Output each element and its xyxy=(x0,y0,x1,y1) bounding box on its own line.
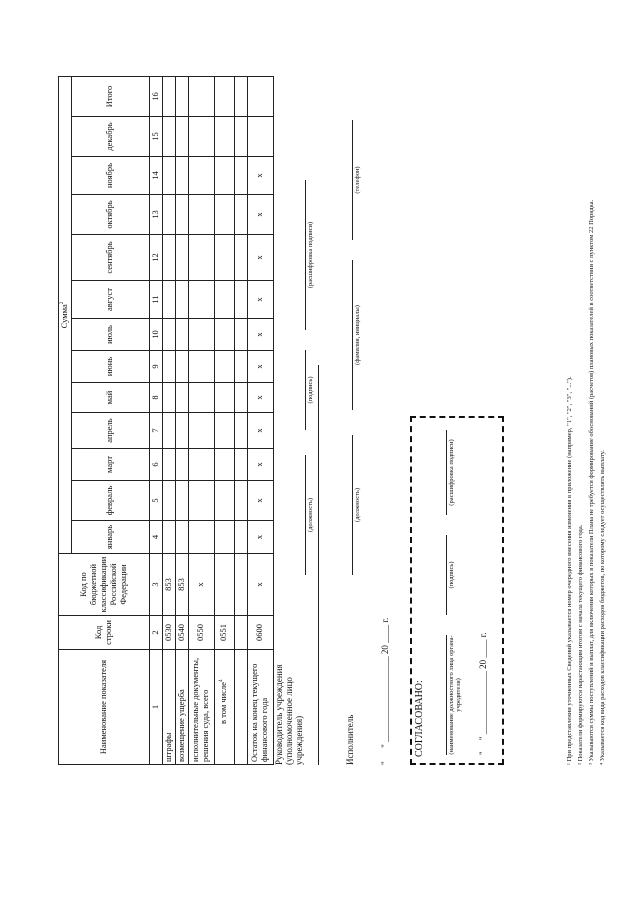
agreed-signature-line xyxy=(446,535,447,615)
row-cell: x xyxy=(247,449,273,481)
row-bkk: 853 xyxy=(162,554,175,616)
month-5: май xyxy=(71,383,149,413)
month-6: июнь xyxy=(71,351,149,383)
row-cell xyxy=(175,195,188,235)
row-label: штрафы xyxy=(162,650,175,765)
row-bkk: 853 xyxy=(175,554,188,616)
row-cell xyxy=(162,195,175,235)
month-9: сентябрь xyxy=(71,235,149,281)
row-cell xyxy=(175,235,188,281)
signature-date: " " ___________________ 20 ____ г. xyxy=(380,617,390,765)
agreed-block xyxy=(410,416,504,765)
row-cell xyxy=(175,351,188,383)
row-label-note: 4 xyxy=(218,679,225,683)
col-num: 12 xyxy=(149,235,162,281)
row-cell xyxy=(175,521,188,554)
row-cell xyxy=(214,235,234,281)
row-cell xyxy=(175,319,188,351)
row-cell xyxy=(188,281,214,319)
row-cell: x xyxy=(247,235,273,281)
header-total: Итого xyxy=(71,77,149,117)
agreed-decode-line xyxy=(446,430,447,515)
row-cell xyxy=(175,157,188,195)
row-cell xyxy=(162,521,175,554)
agreed-date-quote-close: " xyxy=(478,736,488,741)
row-code xyxy=(234,616,247,650)
row-cell xyxy=(234,157,247,195)
column-number-row xyxy=(149,77,162,765)
row-label: возмещение ущерба xyxy=(175,650,188,765)
table-row xyxy=(234,77,247,765)
row-cell xyxy=(234,117,247,157)
row-cell xyxy=(234,77,247,117)
row-cell xyxy=(162,157,175,195)
head-signature-line xyxy=(305,350,306,430)
row-bkk: x xyxy=(188,554,214,616)
footnote-1: ¹ При представлении уточненных Сведений указывается номер очередного внесения изменения в приложение (например, "1", "2", "3", "..."). xyxy=(566,376,573,765)
month-2: февраль xyxy=(71,481,149,521)
row-cell xyxy=(175,449,188,481)
agreed-year-suffix: г. xyxy=(478,632,488,638)
row-cell: x xyxy=(247,481,273,521)
head-label: Руководитель учреждения (уполномоченное лицо учреждения) xyxy=(274,664,304,765)
row-cell xyxy=(175,383,188,413)
month-7: июль xyxy=(71,319,149,351)
header-name: Наименование показателя xyxy=(59,650,150,765)
row-cell xyxy=(162,481,175,521)
row-cell xyxy=(162,383,175,413)
row-cell xyxy=(214,319,234,351)
executor-label: Исполнитель xyxy=(345,714,355,765)
agreed-title: СОГЛАСОВАНО: xyxy=(414,680,425,757)
row-cell xyxy=(188,195,214,235)
executor-fio-caption: (фамилия, инициалы) xyxy=(354,305,361,365)
row-cell: x xyxy=(247,351,273,383)
col-num: 16 xyxy=(149,77,162,117)
row-cell xyxy=(162,319,175,351)
head-position-line xyxy=(305,455,306,575)
agreed-date-quote-open: " xyxy=(478,751,488,755)
row-cell xyxy=(162,117,175,157)
row-code: 0530 xyxy=(162,616,175,650)
table-row xyxy=(247,77,273,765)
col-num: 4 xyxy=(149,521,162,554)
row-cell xyxy=(214,195,234,235)
row-cell xyxy=(188,521,214,554)
row-label-text: в том числе xyxy=(218,682,229,724)
footnote-2: ² Показатели формируются нарастающим итогом с начала текущего финансового года. xyxy=(577,524,584,765)
row-label: Остаток на конец текущего финансового года xyxy=(247,650,273,765)
month-10: октябрь xyxy=(71,195,149,235)
row-cell xyxy=(188,383,214,413)
footnote-3: ³ Указываются суммы поступлений и выплат, для включения которых в показатели Плана не требуется формирование обоснований (расчетов) плановых показателей в соответствии с пунктом 22 Порядка. xyxy=(588,199,595,765)
row-cell xyxy=(234,319,247,351)
date-quote-open: " xyxy=(380,761,390,765)
row-cell xyxy=(234,235,247,281)
row-cell xyxy=(175,281,188,319)
row-cell: x xyxy=(247,195,273,235)
agreed-year-prefix: 20 xyxy=(478,659,488,669)
row-cell xyxy=(162,235,175,281)
row-cell xyxy=(234,413,247,449)
date-quote-close: " xyxy=(380,744,390,748)
row-cell: x xyxy=(247,413,273,449)
header-code: Код строки xyxy=(59,616,150,650)
row-cell xyxy=(188,77,214,117)
col-num: 15 xyxy=(149,117,162,157)
row-cell xyxy=(162,449,175,481)
row-cell xyxy=(188,117,214,157)
executor-position-caption: (должность) xyxy=(354,487,361,523)
row-cell xyxy=(247,77,273,117)
executor-phone-line xyxy=(352,120,353,240)
row-cell xyxy=(234,481,247,521)
row-cell xyxy=(214,77,234,117)
row-bkk: x xyxy=(247,554,273,616)
month-1: январь xyxy=(71,521,149,554)
header-bkk: Код по бюджетной классификации Российской Федерации xyxy=(59,554,150,616)
data-rows xyxy=(162,77,273,765)
row-cell: x xyxy=(247,383,273,413)
col-num: 1 xyxy=(149,650,162,765)
col-num: 13 xyxy=(149,195,162,235)
head-position-caption: (должность) xyxy=(307,497,314,533)
row-cell xyxy=(188,481,214,521)
row-cell xyxy=(214,413,234,449)
table-row xyxy=(162,77,175,765)
report-table xyxy=(58,76,274,765)
row-cell xyxy=(234,195,247,235)
row-cell xyxy=(162,413,175,449)
col-num: 9 xyxy=(149,351,162,383)
date-year-prefix: 20 xyxy=(380,645,390,655)
row-cell xyxy=(175,413,188,449)
month-11: ноябрь xyxy=(71,157,149,195)
head-decode-line xyxy=(305,180,306,330)
row-cell xyxy=(188,351,214,383)
col-num: 11 xyxy=(149,281,162,319)
month-3: март xyxy=(71,449,149,481)
col-num: 7 xyxy=(149,413,162,449)
agreed-date: " " ______________ 20 ____ г. xyxy=(478,632,488,755)
row-cell xyxy=(214,157,234,195)
row-cell xyxy=(214,521,234,554)
agreed-decode-caption: (расшифровка подписи) xyxy=(448,439,455,506)
row-cell xyxy=(175,481,188,521)
head-line-unused xyxy=(318,365,319,765)
head-signature-caption: (подпись) xyxy=(307,376,314,404)
row-cell xyxy=(162,281,175,319)
agreed-official-caption: (наименование должностного лица органа-учредителя) xyxy=(448,635,462,755)
row-cell xyxy=(162,77,175,117)
row-label xyxy=(234,650,247,765)
col-num: 8 xyxy=(149,383,162,413)
row-label: исполнительные документы, решения суда, всего xyxy=(188,650,214,765)
row-cell xyxy=(214,449,234,481)
header-sum xyxy=(59,77,72,554)
row-cell: x xyxy=(247,521,273,554)
row-cell xyxy=(214,117,234,157)
agreed-signature-caption: (подпись) xyxy=(448,561,455,589)
footnote-4: ⁴ Указывается код вида расходов классификации расходов бюджетов, по которому следует осуществлять выплату. xyxy=(599,450,606,765)
col-num: 2 xyxy=(149,616,162,650)
col-num: 14 xyxy=(149,157,162,195)
row-cell: x xyxy=(247,281,273,319)
month-12: декабрь xyxy=(71,117,149,157)
col-num: 5 xyxy=(149,481,162,521)
row-cell xyxy=(214,351,234,383)
row-cell xyxy=(234,383,247,413)
col-num: 3 xyxy=(149,554,162,616)
row-cell xyxy=(234,351,247,383)
executor-position-line xyxy=(352,435,353,575)
executor-phone-caption: (телефон) xyxy=(354,166,361,194)
row-cell xyxy=(188,157,214,195)
head-decode-caption: (расшифровка подписи) xyxy=(307,221,314,289)
row-code: 0550 xyxy=(188,616,214,650)
row-cell xyxy=(188,449,214,481)
row-cell: x xyxy=(247,157,273,195)
row-cell xyxy=(234,281,247,319)
table-row xyxy=(175,77,188,765)
agreed-official-line xyxy=(446,635,447,755)
row-code: 0551 xyxy=(214,616,234,650)
date-year-suffix: г. xyxy=(380,617,390,623)
row-code: 0540 xyxy=(175,616,188,650)
row-cell xyxy=(214,481,234,521)
row-bkk xyxy=(234,554,247,616)
row-cell: x xyxy=(247,319,273,351)
row-cell xyxy=(247,117,273,157)
col-num: 6 xyxy=(149,449,162,481)
table-row xyxy=(214,77,234,765)
row-code: 0600 xyxy=(247,616,273,650)
row-bkk xyxy=(214,554,234,616)
row-cell xyxy=(175,117,188,157)
executor-fio-line xyxy=(352,260,353,410)
row-label xyxy=(214,650,234,765)
row-cell xyxy=(188,319,214,351)
row-cell xyxy=(175,77,188,117)
row-cell xyxy=(234,449,247,481)
row-cell xyxy=(234,521,247,554)
month-8: август xyxy=(71,281,149,319)
row-cell xyxy=(188,413,214,449)
table-row xyxy=(188,77,214,765)
month-4: апрель xyxy=(71,413,149,449)
col-num: 10 xyxy=(149,319,162,351)
header-sum-label: Сумма xyxy=(59,304,69,329)
row-cell xyxy=(214,281,234,319)
row-cell xyxy=(162,351,175,383)
row-cell xyxy=(214,383,234,413)
header-sum-note: 2 xyxy=(59,301,66,305)
row-cell xyxy=(188,235,214,281)
